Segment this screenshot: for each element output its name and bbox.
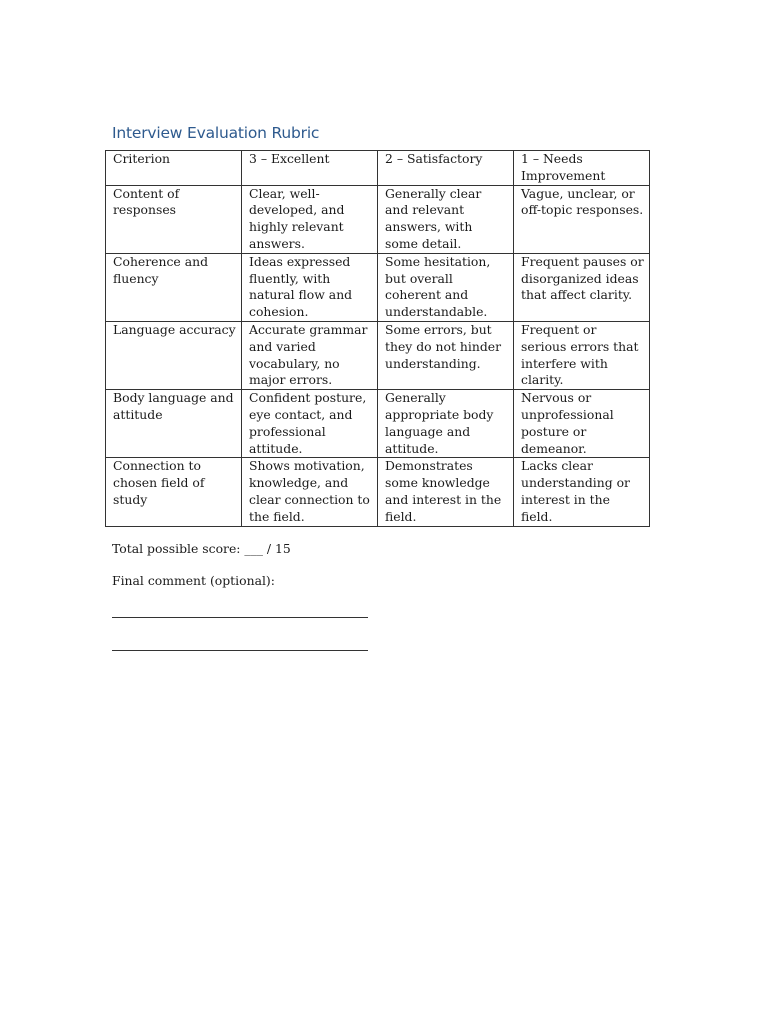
- header-satisfactory: 2 – Satisfactory: [378, 151, 514, 186]
- excellent-cell: Ideas expressed fluently, with natural flow and cohesion.: [242, 253, 378, 321]
- needs-improvement-cell: Frequent pauses or disorganized ideas that affect clarity.: [514, 253, 650, 321]
- table-header-row: [106, 151, 650, 186]
- criterion-cell: Language accuracy: [106, 321, 242, 389]
- rubric-table: [105, 150, 650, 527]
- total-score-line: Total possible score: ___ / 15: [112, 541, 291, 556]
- table-row: [106, 253, 650, 321]
- rubric-title: Interview Evaluation Rubric: [112, 124, 320, 142]
- excellent-cell: Accurate grammar and varied vocabulary, no major errors.: [242, 321, 378, 389]
- comment-blank-line: [112, 650, 368, 651]
- satisfactory-cell: Some errors, but they do not hinder understanding.: [378, 321, 514, 389]
- final-comment-label: Final comment (optional):: [112, 573, 275, 588]
- table-row: [106, 185, 650, 253]
- needs-improvement-cell: Frequent or serious errors that interfere with clarity.: [514, 321, 650, 389]
- table-row: [106, 321, 650, 389]
- criterion-cell: Coherence and fluency: [106, 253, 242, 321]
- needs-improvement-cell: Lacks clear understanding or interest in the field.: [514, 458, 650, 526]
- excellent-cell: Shows motivation, knowledge, and clear connection to the field.: [242, 458, 378, 526]
- comment-blank-line: [112, 617, 368, 618]
- needs-improvement-cell: Vague, unclear, or off-topic responses.: [514, 185, 650, 253]
- header-excellent: 3 – Excellent: [242, 151, 378, 186]
- header-criterion: Criterion: [106, 151, 242, 186]
- criterion-cell: Content of responses: [106, 185, 242, 253]
- satisfactory-cell: Generally appropriate body language and attitude.: [378, 390, 514, 458]
- excellent-cell: Confident posture, eye contact, and professional attitude.: [242, 390, 378, 458]
- satisfactory-cell: Demonstrates some knowledge and interest in the field.: [378, 458, 514, 526]
- criterion-cell: Connection to chosen field of study: [106, 458, 242, 526]
- needs-improvement-cell: Nervous or unprofessional posture or demeanor.: [514, 390, 650, 458]
- satisfactory-cell: Generally clear and relevant answers, with some detail.: [378, 185, 514, 253]
- satisfactory-cell: Some hesitation, but overall coherent and understandable.: [378, 253, 514, 321]
- criterion-cell: Body language and attitude: [106, 390, 242, 458]
- table-row: [106, 458, 650, 526]
- table-row: [106, 390, 650, 458]
- excellent-cell: Clear, well-developed, and highly relevant answers.: [242, 185, 378, 253]
- header-needs-improvement: 1 – Needs Improvement: [514, 151, 650, 186]
